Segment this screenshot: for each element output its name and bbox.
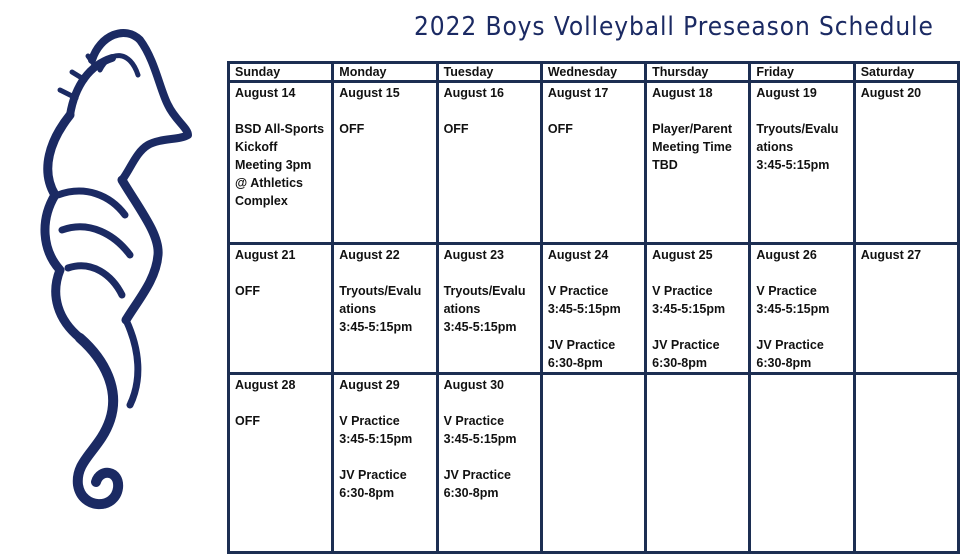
day-event: V Practice 3:45-5:15pm JV Practice 6:30-8pm [652, 284, 726, 370]
day-date: August 21 [235, 248, 296, 262]
day-date: August 19 [756, 86, 817, 100]
day-cell [229, 374, 333, 553]
day-event: V Practice 3:45-5:15pm JV Practice 6:30-8pm [756, 284, 830, 370]
day-cell [541, 244, 645, 374]
day-date: August 30 [443, 378, 504, 392]
day-event: OFF [339, 122, 365, 136]
day-cell [750, 82, 854, 244]
day-event: Tryouts/Evalu ations 3:45-5:15pm [756, 122, 839, 172]
day-cell [437, 244, 541, 374]
day-date: August 16 [443, 86, 504, 100]
day-cell [437, 374, 541, 553]
weekday-header: Tuesday [437, 63, 541, 82]
day-event: V Practice 3:45-5:15pm JV Practice 6:30-8pm [547, 284, 621, 370]
week-row [229, 374, 959, 553]
day-event: V Practice 3:45-5:15pm JV Practice 6:30-8pm [339, 414, 413, 500]
seahorse-icon [30, 20, 200, 525]
day-event: OFF [443, 122, 469, 136]
day-cell [333, 82, 437, 244]
day-date: August 18 [652, 86, 713, 100]
day-date: August 15 [339, 86, 400, 100]
day-date: August 24 [547, 248, 609, 262]
day-cell [229, 244, 333, 374]
weekday-header-row [229, 63, 959, 82]
day-cell [646, 374, 750, 553]
day-event: OFF [235, 414, 260, 428]
day-cell [437, 82, 541, 244]
weekday-header: Saturday [854, 63, 958, 82]
day-date: August 22 [339, 248, 400, 262]
day-event: OFF [235, 284, 260, 298]
day-date: August 29 [339, 378, 400, 392]
day-cell [333, 244, 437, 374]
day-date: August 25 [652, 248, 713, 262]
day-event: Tryouts/Evalu ations 3:45-5:15pm [443, 284, 526, 334]
day-date: August 14 [235, 86, 296, 100]
day-event: OFF [547, 122, 573, 136]
day-date: August 26 [756, 248, 817, 262]
day-cell [646, 244, 750, 374]
weekday-header: Monday [333, 63, 437, 82]
day-cell [854, 244, 958, 374]
day-cell [333, 374, 437, 553]
week-row [229, 82, 959, 244]
page-title: 2022 Boys Volleyball Preseason Schedule [414, 12, 934, 42]
day-cell [750, 374, 854, 553]
day-date: August 28 [235, 378, 296, 392]
schedule-calendar [227, 61, 960, 554]
weekday-header: Thursday [646, 63, 750, 82]
day-cell [229, 82, 333, 244]
day-cell [646, 82, 750, 244]
day-event: V Practice 3:45-5:15pm JV Practice 6:30-8pm [443, 414, 517, 500]
day-cell [854, 82, 958, 244]
day-date: August 27 [860, 248, 922, 262]
day-date: August 23 [443, 248, 504, 262]
day-event: BSD All-Sports Kickoff Meeting 3pm @ Athletics Complex [235, 122, 325, 208]
day-cell [750, 244, 854, 374]
weekday-header: Sunday [229, 63, 333, 82]
day-event: Tryouts/Evalu ations 3:45-5:15pm [339, 284, 422, 334]
day-date: August 20 [860, 86, 922, 100]
week-row [229, 244, 959, 374]
day-cell [541, 82, 645, 244]
weekday-header: Wednesday [541, 63, 645, 82]
weekday-header: Friday [750, 63, 854, 82]
day-cell [854, 374, 958, 553]
day-event: Player/Parent Meeting Time TBD [652, 122, 733, 172]
day-cell [541, 374, 645, 553]
day-date: August 17 [547, 86, 609, 100]
